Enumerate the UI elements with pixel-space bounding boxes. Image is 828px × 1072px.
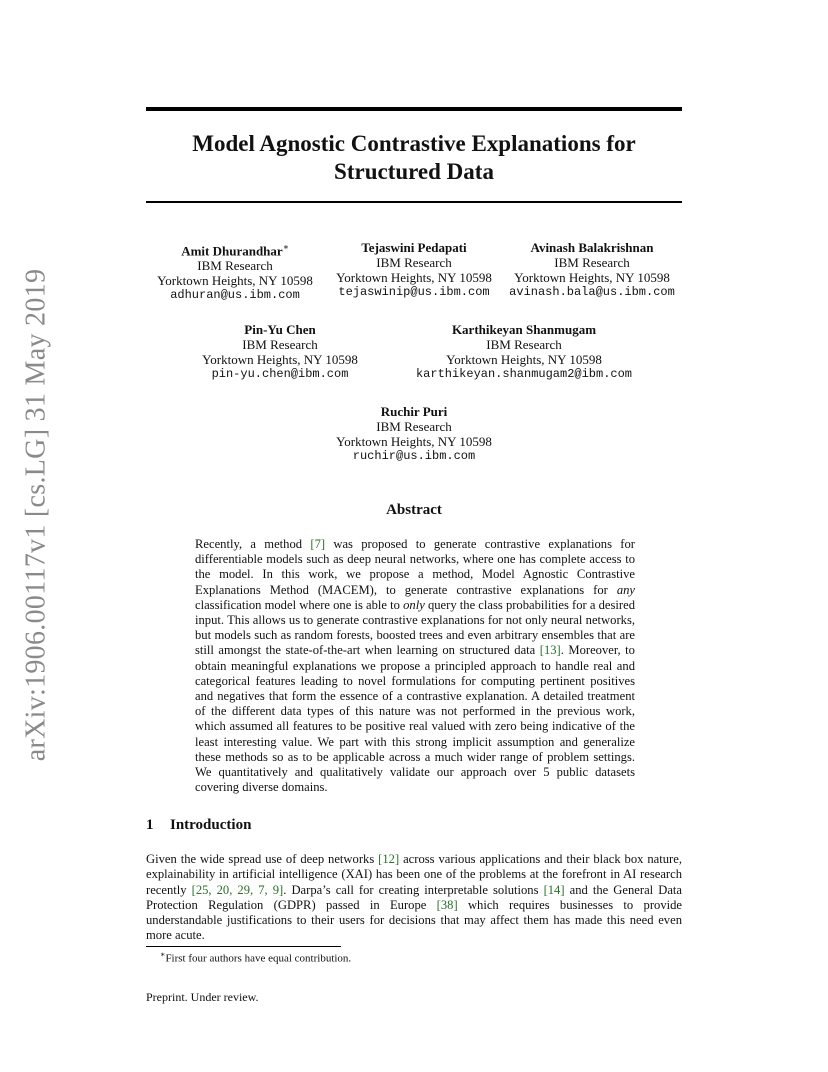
author-block (140, 240, 330, 303)
abstract-body: Recently, a method [7] was proposed to generate contrastive explanations for differentiable models such as deep neural networks, where one has complete access to the model. In this work, we propose a method, Model Agnostic Contrastive Explanations Method (MACEM), to generate contrastive explanations for any classification model where one is able to only query the class probabilities for a desired input. This allows us to generate contrastive explanations for not only neural networks, but models such as random forests, boosted trees and even arbitrary ensembles that are still amongst the state-of-the-art when learning on structured data [13]. Moreover, to obtain meaningful explanations we propose a principled approach to handle real and categorical features leading to novel formulations for computing pertinent positives and negatives that form the essence of a contrastive explanation. A detailed treatment of the different data types of this nature was not performed in the previous work, which assumed all features to be positive real valued with zero being indicative of the least interesting value. We part with this strong implicit assumption and generalize these methods so as to be applicable across a much wider range of problem settings. We quantitatively and qualitatively validate our approach over 5 public datasets covering diverse domains. (195, 537, 635, 795)
author-block (320, 240, 508, 300)
citation-link[interactable]: [13] (539, 643, 561, 658)
author-block (408, 322, 640, 382)
author-email: ruchir@us.ibm.com (352, 449, 476, 463)
citation-link[interactable]: [12] (378, 852, 400, 866)
author-email: pin-yu.chen@ibm.com (211, 367, 349, 381)
author-affiliation: IBM Research (376, 419, 452, 434)
author-email: karthikeyan.shanmugam2@ibm.com (415, 367, 633, 381)
paper-title: Model Agnostic Contrastive Explanations for Structured Data (192, 131, 636, 184)
author-location: Yorktown Heights, NY 10598 (157, 273, 313, 289)
author-name: Pin-Yu Chen (244, 322, 316, 337)
author-email: adhuran@us.ibm.com (170, 288, 300, 303)
author-location: Yorktown Heights, NY 10598 (336, 434, 492, 449)
citation-link[interactable]: [38] (436, 897, 458, 912)
author-name: Avinash Balakrishnan (530, 240, 654, 255)
author-email: avinash.bala@us.ibm.com (509, 285, 675, 299)
author-block (319, 404, 509, 464)
footnote-rule (146, 946, 341, 947)
title-rule-bottom (146, 201, 682, 203)
author-email: tejaswinip@us.ibm.com (338, 285, 490, 299)
intro-paragraph: Given the wide spread use of deep networks [12] across various applications and their black box nature, explainability in artificial intelligence (XAI) has been one of the problems at the forefront in AI research recently [25, 20, 29, 7, 9]. Darpa’s call for creating interpretable solutions [14] and the General Data Protection Regulation (GDPR) passed in Europe [38] which requires businesses to provide understandable justifications to their users for decisions that may affect them has made this need even more acute. (146, 852, 683, 943)
preprint-note: Preprint. Under review. (146, 990, 259, 1004)
title-rule-top (146, 107, 682, 111)
author-location: Yorktown Heights, NY 10598 (336, 270, 492, 285)
section-heading: 1 Introduction (146, 817, 252, 833)
citation-link[interactable]: [7] (310, 537, 326, 551)
author-affiliation: IBM Research (486, 337, 562, 352)
arxiv-stamp (8, 268, 64, 762)
footnote: ∗First four authors have equal contribution. (160, 950, 352, 965)
author-name: Karthikeyan Shanmugam (451, 322, 597, 337)
abstract-heading: Abstract (386, 502, 442, 518)
author-affiliation: IBM Research (376, 255, 452, 270)
author-location: Yorktown Heights, NY 10598 (446, 352, 602, 367)
author-location: Yorktown Heights, NY 10598 (202, 352, 358, 367)
arxiv-id: arXiv:1906.00117v1 [cs.LG] 31 May 2019 (20, 268, 52, 762)
author-name: Amit Dhurandhar∗ (181, 242, 289, 259)
author-name: Tejaswini Pedapati (361, 240, 467, 255)
citation-link[interactable]: [14] (543, 882, 565, 897)
author-affiliation: IBM Research (554, 255, 630, 270)
author-name: Ruchir Puri (380, 404, 448, 419)
author-block (496, 240, 688, 300)
citation-link[interactable]: [25, 20, 29, 7, 9] (191, 882, 284, 897)
author-block (185, 322, 375, 382)
author-location: Yorktown Heights, NY 10598 (514, 270, 670, 285)
author-affiliation: IBM Research (197, 258, 273, 274)
author-affiliation: IBM Research (242, 337, 318, 352)
